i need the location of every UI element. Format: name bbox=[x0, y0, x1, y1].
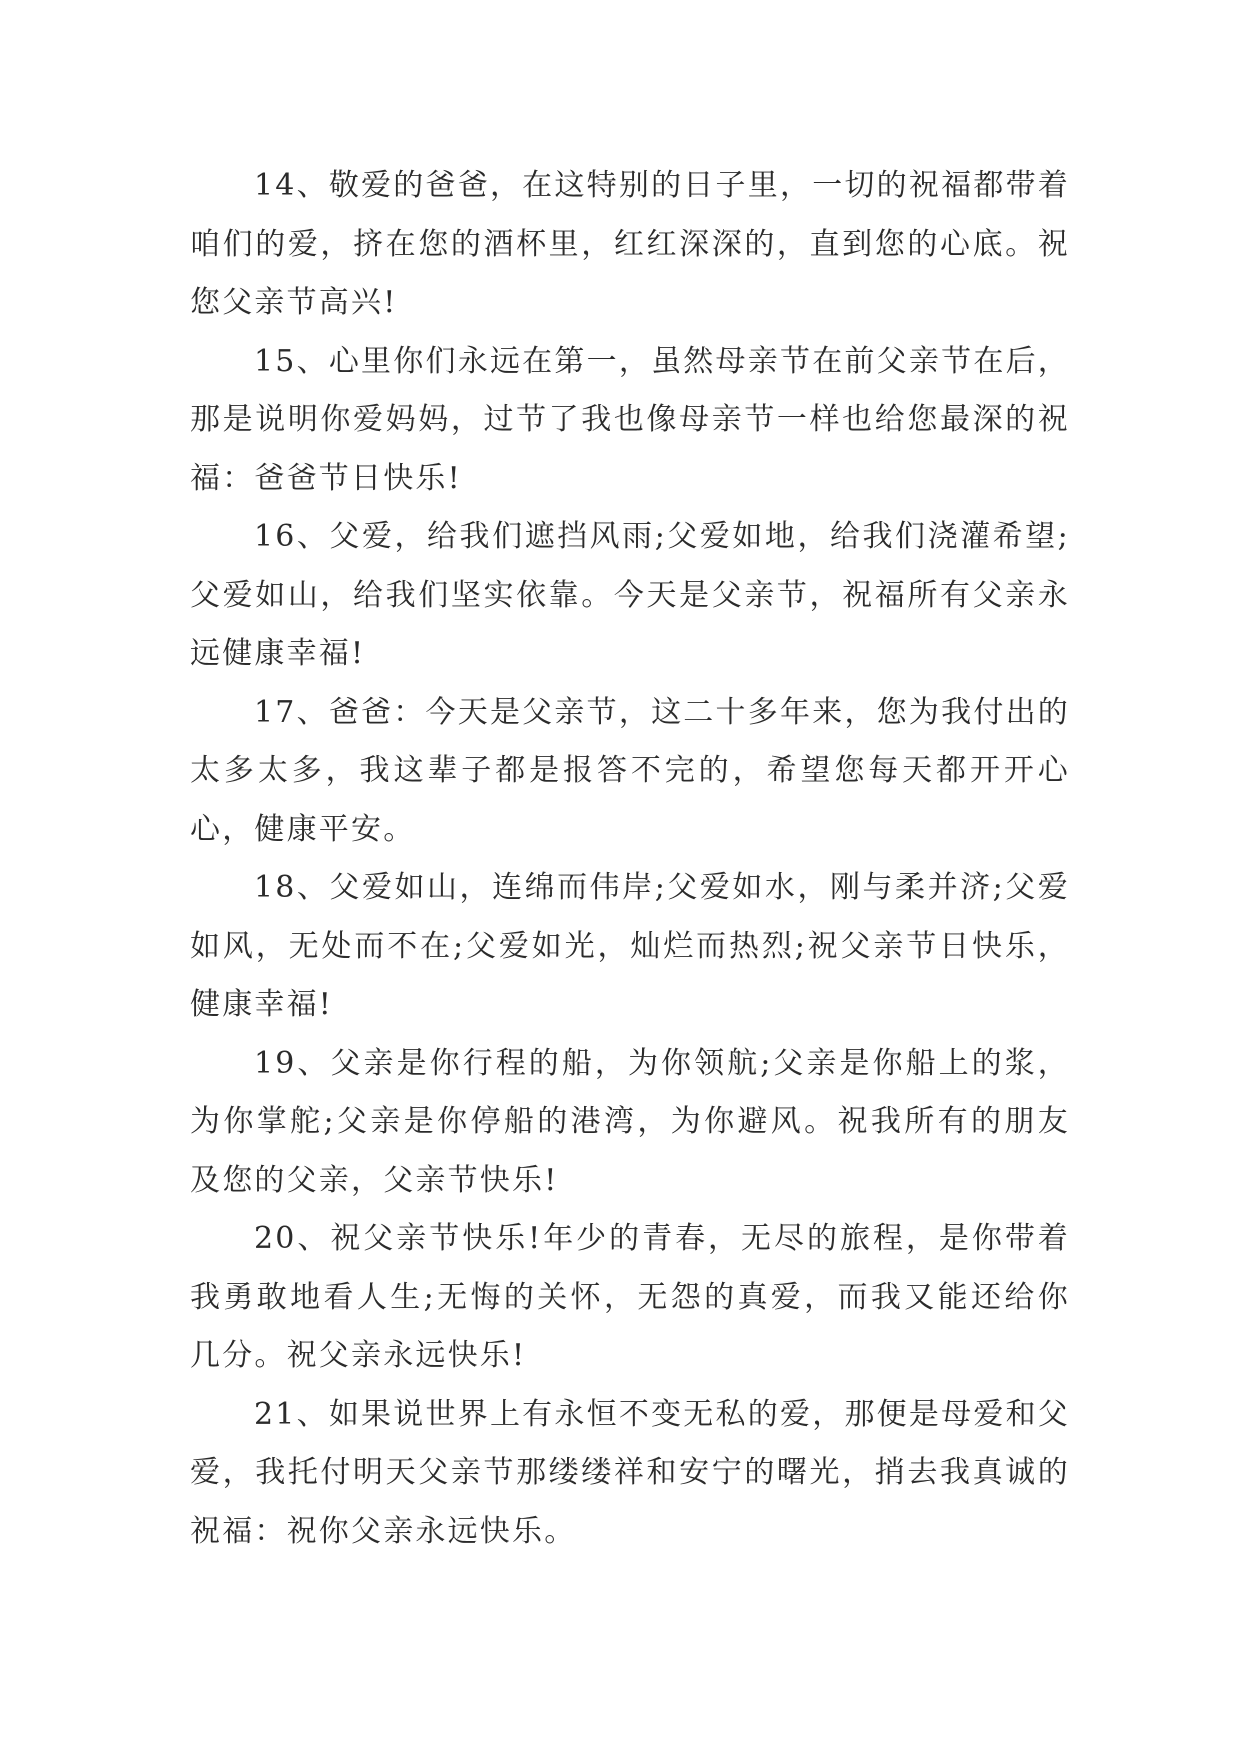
paragraph-18: 18、父爱如山，连绵而伟岸;父爱如水，刚与柔并济;父爱如风，无处而不在;父爱如光，灿烂而热烈;祝父亲节日快乐，健康幸福! bbox=[190, 870, 1070, 1022]
paragraph-20: 20、祝父亲节快乐!年少的青春，无尽的旅程，是你带着我勇敢地看人生;无悔的关怀，无怨的真爱，而我又能还给你几分。祝父亲永远快乐! bbox=[190, 1221, 1070, 1373]
paragraph-15: 15、心里你们永远在第一，虽然母亲节在前父亲节在后，那是说明你爱妈妈，过节了我也像母亲节一样也给您最深的祝福：爸爸节日快乐! bbox=[190, 343, 1070, 496]
paragraph-19: 19、父亲是你行程的船，为你领航;父亲是你船上的浆，为你掌舵;父亲是你停船的港湾，为你避风。祝我所有的朋友及您的父亲，父亲节快乐! bbox=[190, 1045, 1070, 1198]
paragraph-16: 16、父爱，给我们遮挡风雨;父爱如地，给我们浇灌希望;父爱如山，给我们坚实依靠。今天是父亲节，祝福所有父亲永远健康幸福! bbox=[190, 519, 1070, 671]
paragraph-21: 21、如果说世界上有永恒不变无私的爱，那便是母爱和父爱，我托付明天父亲节那缕缕祥和安宁的曙光，捎去我真诚的祝福：祝你父亲永远快乐。 bbox=[190, 1396, 1070, 1549]
paragraph-14: 14、敬爱的爸爸，在这特别的日子里，一切的祝福都带着咱们的爱，挤在您的酒杯里，红红深深的，直到您的心底。祝您父亲节高兴! bbox=[190, 168, 1070, 320]
document-body bbox=[190, 157, 1070, 1561]
paragraph-17: 17、爸爸：今天是父亲节，这二十多年来，您为我付出的太多太多，我这辈子都是报答不完的，希望您每天都开开心心，健康平安。 bbox=[190, 694, 1070, 847]
